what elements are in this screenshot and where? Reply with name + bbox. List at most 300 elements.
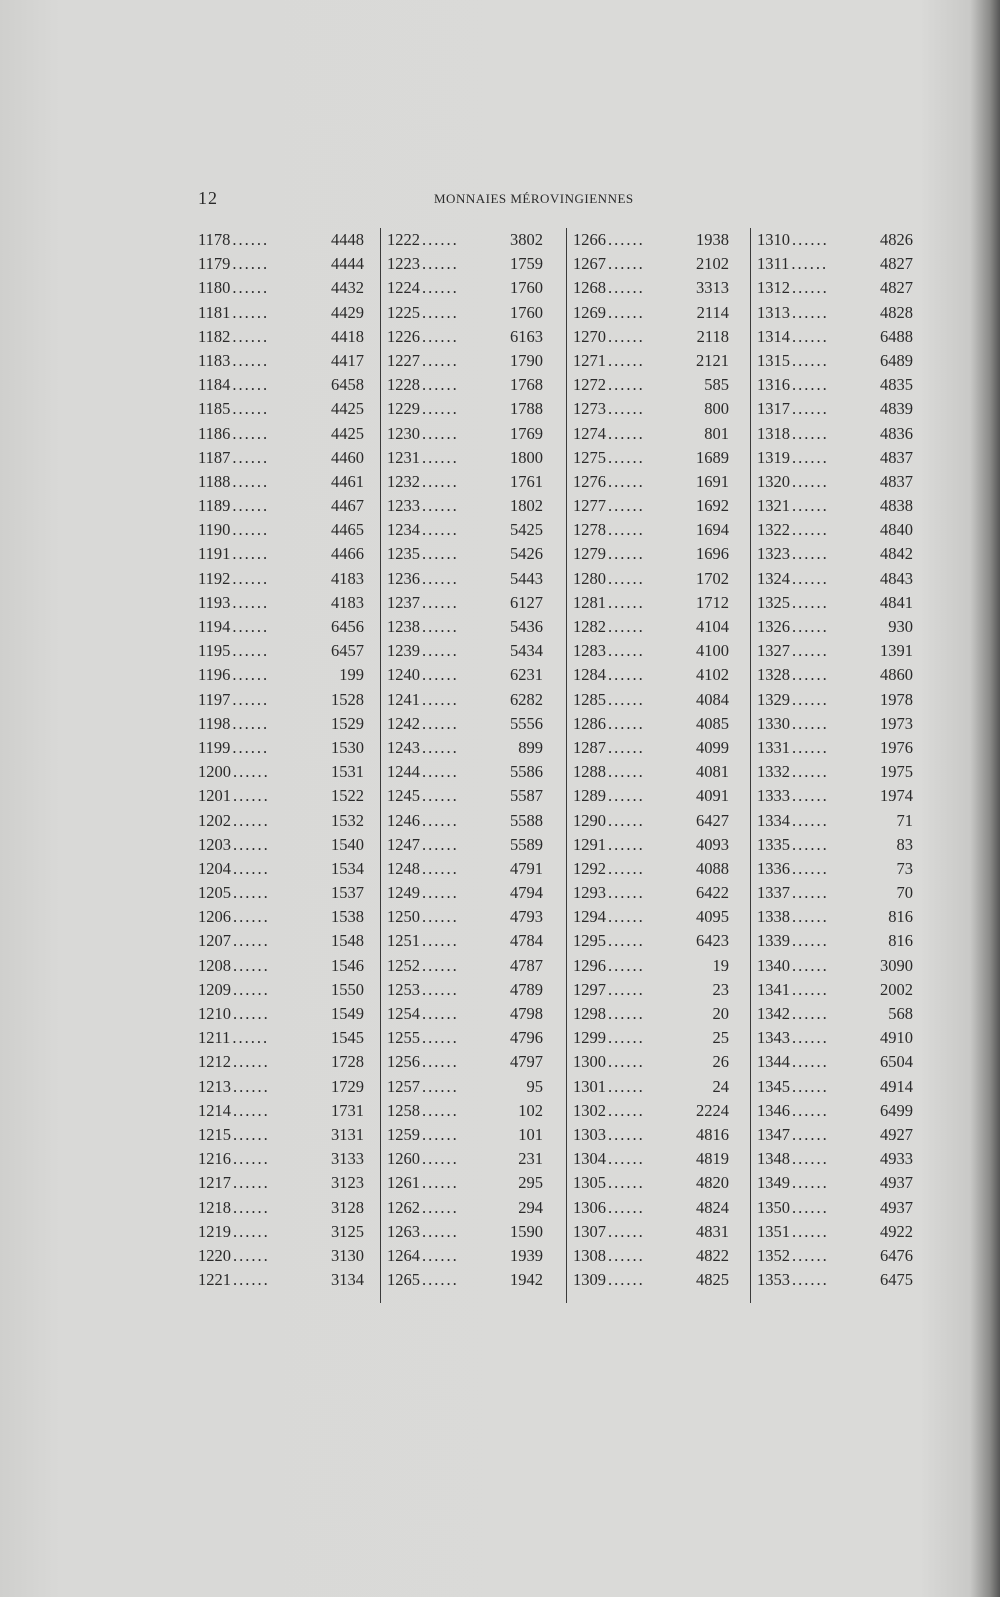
table-row — [567, 567, 743, 591]
table-row — [567, 881, 743, 905]
table-row — [198, 228, 378, 252]
table-row — [198, 760, 378, 784]
entry-number: 1259 ...... — [387, 1123, 459, 1147]
entry-number: 1221 ...... — [198, 1268, 270, 1292]
entry-reference: 1975 — [880, 762, 913, 782]
table-row — [381, 639, 557, 663]
table-row — [381, 1268, 557, 1292]
entry-reference: 70 — [896, 883, 913, 903]
table-row — [751, 591, 927, 615]
entry-number: 1301 ...... — [573, 1075, 645, 1099]
entry-number: 1281 ...... — [573, 591, 645, 615]
entry-number: 1344 ...... — [757, 1050, 829, 1074]
table-row — [567, 1075, 743, 1099]
page-number: 12 — [198, 188, 218, 208]
table-row — [198, 567, 378, 591]
entry-number: 1189 ...... — [198, 494, 269, 518]
entry-reference: 4824 — [696, 1197, 729, 1217]
entry-number: 1230 ...... — [387, 422, 459, 446]
entry-number: 1326 ...... — [757, 615, 829, 639]
entry-reference: 1729 — [331, 1076, 364, 1096]
entry-number: 1350 ...... — [757, 1196, 829, 1220]
entry-number: 1273 ...... — [573, 397, 645, 421]
entry-reference: 2224 — [696, 1100, 729, 1120]
entry-reference: 3313 — [696, 278, 729, 298]
table-row — [751, 252, 927, 276]
entry-reference: 4183 — [331, 568, 364, 588]
table-row — [198, 397, 378, 421]
entry-number: 1246 ...... — [387, 809, 459, 833]
entry-number: 1337 ...... — [757, 881, 829, 905]
table-row — [381, 591, 557, 615]
entry-reference: 4093 — [696, 834, 729, 854]
entry-reference: 801 — [704, 423, 729, 443]
entry-number: 1295 ...... — [573, 929, 645, 953]
entry-reference: 4827 — [880, 254, 913, 274]
table-row — [198, 1147, 378, 1171]
table-row — [567, 712, 743, 736]
entry-number: 1289 ...... — [573, 784, 645, 808]
entry-number: 1255 ...... — [387, 1026, 459, 1050]
table-row — [567, 494, 743, 518]
table-column-4 — [750, 228, 927, 1303]
entry-reference: 4432 — [331, 278, 364, 298]
entry-reference: 5556 — [510, 713, 543, 733]
entry-number: 1353 ...... — [757, 1268, 829, 1292]
entry-reference: 1760 — [510, 278, 543, 298]
entry-reference: 1528 — [331, 689, 364, 709]
entry-number: 1315 ...... — [757, 349, 829, 373]
table-row — [567, 591, 743, 615]
entry-reference: 5443 — [510, 568, 543, 588]
table-row — [381, 905, 557, 929]
entry-reference: 5434 — [510, 641, 543, 661]
entry-reference: 568 — [888, 1004, 913, 1023]
entry-number: 1207 ...... — [198, 929, 270, 953]
entry-reference: 6427 — [696, 810, 729, 830]
entry-reference: 1976 — [880, 737, 913, 757]
entry-number: 1329 ...... — [757, 688, 829, 712]
table-row — [751, 639, 927, 663]
table-row — [198, 1123, 378, 1147]
entry-number: 1345 ...... — [757, 1075, 829, 1099]
entry-reference: 1788 — [510, 399, 543, 419]
entry-number: 1233 ...... — [387, 494, 459, 518]
entry-reference: 6457 — [331, 641, 364, 661]
entry-reference: 20 — [712, 1004, 729, 1023]
table-row — [567, 954, 743, 978]
entry-reference: 2121 — [696, 350, 729, 370]
entry-number: 1262 ...... — [387, 1196, 459, 1220]
entry-number: 1269 ...... — [573, 301, 645, 325]
entry-reference: 5588 — [510, 810, 543, 830]
entry-reference: 1532 — [331, 810, 364, 830]
table-row — [198, 712, 378, 736]
table-row — [198, 833, 378, 857]
entry-reference: 1696 — [696, 544, 729, 564]
entry-number: 1282 ...... — [573, 615, 645, 639]
entry-reference: 4836 — [880, 423, 913, 443]
entry-number: 1224 ...... — [387, 276, 459, 300]
entry-reference: 1769 — [510, 423, 543, 443]
entry-number: 1179 ...... — [198, 252, 269, 276]
entry-reference: 5426 — [510, 544, 543, 564]
table-row — [381, 1123, 557, 1147]
entry-number: 1214 ...... — [198, 1099, 270, 1123]
table-row — [198, 954, 378, 978]
entry-reference: 1702 — [696, 568, 729, 588]
table-row — [751, 760, 927, 784]
table-row — [751, 615, 927, 639]
entry-reference: 199 — [339, 665, 364, 685]
table-row — [198, 1002, 378, 1026]
table-row — [381, 1075, 557, 1099]
table-row — [381, 712, 557, 736]
entry-number: 1227 ...... — [387, 349, 459, 373]
entry-number: 1351 ...... — [757, 1220, 829, 1244]
entry-number: 1331 ...... — [757, 736, 829, 760]
table-row — [751, 1171, 927, 1195]
entry-reference: 6456 — [331, 617, 364, 636]
entry-reference: 4467 — [331, 496, 364, 516]
table-row — [381, 688, 557, 712]
table-row — [751, 712, 927, 736]
table-row — [381, 760, 557, 784]
table-row — [198, 857, 378, 881]
entry-number: 1311 ...... — [757, 252, 828, 276]
entry-reference: 6489 — [880, 350, 913, 370]
entry-reference: 4791 — [510, 858, 543, 878]
running-title: MONNAIES MÉROVINGIENNES — [434, 191, 634, 206]
table-row — [567, 397, 743, 421]
table-row — [198, 1050, 378, 1074]
entry-reference: 231 — [518, 1149, 543, 1169]
entry-number: 1317 ...... — [757, 397, 829, 421]
table-row — [751, 857, 927, 881]
entry-number: 1339 ...... — [757, 929, 829, 953]
entry-reference: 4827 — [880, 278, 913, 298]
entry-reference: 4796 — [510, 1028, 543, 1048]
table-row — [198, 1099, 378, 1123]
table-row — [198, 639, 378, 663]
entry-reference: 4797 — [510, 1052, 543, 1072]
table-row — [567, 373, 743, 397]
entry-number: 1342 ...... — [757, 1002, 829, 1026]
table-row — [567, 228, 743, 252]
entry-reference: 1529 — [331, 713, 364, 733]
table-row — [567, 736, 743, 760]
entry-reference: 4466 — [331, 544, 364, 564]
table-row — [751, 688, 927, 712]
entry-reference: 3133 — [331, 1149, 364, 1169]
table-row — [198, 349, 378, 373]
table-row — [751, 373, 927, 397]
entry-reference: 5436 — [510, 617, 543, 636]
entry-number: 1338 ...... — [757, 905, 829, 929]
entry-reference: 1549 — [331, 1004, 364, 1023]
table-row — [198, 784, 378, 808]
table-row — [198, 252, 378, 276]
entry-reference: 5587 — [510, 786, 543, 806]
entry-reference: 4784 — [510, 931, 543, 951]
page-header — [198, 188, 758, 218]
table-row — [381, 301, 557, 325]
entry-number: 1297 ...... — [573, 978, 645, 1002]
entry-number: 1211 ...... — [198, 1026, 269, 1050]
table-column-2 — [380, 228, 557, 1303]
entry-number: 1319 ...... — [757, 446, 829, 470]
entry-reference: 102 — [518, 1100, 543, 1120]
table-row — [198, 663, 378, 687]
entry-reference: 23 — [712, 979, 729, 999]
entry-reference: 1761 — [510, 471, 543, 491]
table-row — [567, 1026, 743, 1050]
entry-number: 1293 ...... — [573, 881, 645, 905]
table-row — [381, 1244, 557, 1268]
table-row — [567, 1171, 743, 1195]
entry-number: 1270 ...... — [573, 325, 645, 349]
entry-reference: 4835 — [880, 375, 913, 395]
table-row — [567, 809, 743, 833]
entry-number: 1330 ...... — [757, 712, 829, 736]
entry-reference: 95 — [526, 1076, 543, 1096]
table-row — [567, 518, 743, 542]
table-row — [381, 567, 557, 591]
entry-reference: 3130 — [331, 1245, 364, 1265]
entry-reference: 1800 — [510, 447, 543, 467]
entry-reference: 4465 — [331, 520, 364, 540]
entry-reference: 73 — [896, 858, 913, 878]
entry-number: 1249 ...... — [387, 881, 459, 905]
entry-reference: 1973 — [880, 713, 913, 733]
table-row — [751, 1026, 927, 1050]
entry-reference: 1391 — [880, 641, 913, 661]
entry-reference: 1712 — [696, 592, 729, 612]
table-row — [751, 325, 927, 349]
entry-number: 1296 ...... — [573, 954, 645, 978]
entry-number: 1216 ...... — [198, 1147, 270, 1171]
entry-number: 1226 ...... — [387, 325, 459, 349]
entry-reference: 4081 — [696, 762, 729, 782]
entry-reference: 1689 — [696, 447, 729, 467]
entry-reference: 6504 — [880, 1052, 913, 1072]
entry-reference: 585 — [704, 375, 729, 395]
entry-number: 1232 ...... — [387, 470, 459, 494]
table-row — [198, 929, 378, 953]
table-row — [381, 518, 557, 542]
entry-reference: 4826 — [880, 230, 913, 249]
entry-number: 1217 ...... — [198, 1171, 270, 1195]
table-row — [751, 929, 927, 953]
entry-reference: 4798 — [510, 1004, 543, 1023]
entry-reference: 1731 — [331, 1100, 364, 1120]
entry-reference: 25 — [712, 1028, 729, 1048]
entry-reference: 4843 — [880, 568, 913, 588]
entry-reference: 4088 — [696, 858, 729, 878]
entry-number: 1325 ...... — [757, 591, 829, 615]
table-row — [751, 567, 927, 591]
table-row — [751, 349, 927, 373]
table-row — [567, 905, 743, 929]
entry-reference: 1759 — [510, 254, 543, 274]
table-row — [567, 422, 743, 446]
entry-reference: 4100 — [696, 641, 729, 661]
entry-reference: 4444 — [331, 254, 364, 274]
table-row — [198, 905, 378, 929]
table-row — [198, 1196, 378, 1220]
table-row — [751, 542, 927, 566]
entry-number: 1242 ...... — [387, 712, 459, 736]
table-row — [567, 1268, 743, 1292]
table-row — [381, 1099, 557, 1123]
entry-reference: 1768 — [510, 375, 543, 395]
entry-reference: 5425 — [510, 520, 543, 540]
entry-reference: 2114 — [696, 302, 729, 322]
entry-number: 1229 ...... — [387, 397, 459, 421]
entry-reference: 2002 — [880, 979, 913, 999]
entry-number: 1250 ...... — [387, 905, 459, 929]
table-row — [381, 1050, 557, 1074]
table-row — [567, 929, 743, 953]
entry-reference: 1540 — [331, 834, 364, 854]
entry-reference: 4099 — [696, 737, 729, 757]
table-row — [381, 494, 557, 518]
table-row — [567, 1244, 743, 1268]
table-row — [751, 736, 927, 760]
entry-reference: 2102 — [696, 254, 729, 274]
entry-number: 1277 ...... — [573, 494, 645, 518]
entry-number: 1284 ...... — [573, 663, 645, 687]
table-row — [751, 978, 927, 1002]
entry-reference: 4793 — [510, 907, 543, 927]
entry-number: 1199 ...... — [198, 736, 269, 760]
table-row — [567, 1196, 743, 1220]
entry-number: 1285 ...... — [573, 688, 645, 712]
table-row — [381, 1220, 557, 1244]
entry-number: 1309 ...... — [573, 1268, 645, 1292]
entry-number: 1235 ...... — [387, 542, 459, 566]
entry-reference: 83 — [896, 834, 913, 854]
entry-number: 1204 ...... — [198, 857, 270, 881]
entry-number: 1243 ...... — [387, 736, 459, 760]
entry-number: 1300 ...... — [573, 1050, 645, 1074]
entry-reference: 4842 — [880, 544, 913, 564]
entry-reference: 4837 — [880, 447, 913, 467]
entry-reference: 4104 — [696, 617, 729, 636]
entry-reference: 1537 — [331, 883, 364, 903]
entry-number: 1346 ...... — [757, 1099, 829, 1123]
table-row — [198, 1268, 378, 1292]
entry-reference: 1546 — [331, 955, 364, 975]
table-row — [751, 1196, 927, 1220]
entry-number: 1306 ...... — [573, 1196, 645, 1220]
table-row — [381, 422, 557, 446]
entry-number: 1343 ...... — [757, 1026, 829, 1050]
entry-number: 1251 ...... — [387, 929, 459, 953]
table-row — [381, 833, 557, 857]
entry-number: 1186 ...... — [198, 422, 269, 446]
entry-reference: 1728 — [331, 1052, 364, 1072]
entry-number: 1225 ...... — [387, 301, 459, 325]
table-row — [198, 446, 378, 470]
entry-reference: 4819 — [696, 1149, 729, 1169]
entry-reference: 4914 — [880, 1076, 913, 1096]
table-row — [198, 276, 378, 300]
entry-number: 1245 ...... — [387, 784, 459, 808]
entry-number: 1287 ...... — [573, 736, 645, 760]
entry-number: 1328 ...... — [757, 663, 829, 687]
entry-number: 1347 ...... — [757, 1123, 829, 1147]
entry-reference: 4860 — [880, 665, 913, 685]
entry-number: 1202 ...... — [198, 809, 270, 833]
entry-number: 1288 ...... — [573, 760, 645, 784]
entry-reference: 4838 — [880, 496, 913, 516]
table-row — [381, 446, 557, 470]
entry-reference: 4085 — [696, 713, 729, 733]
concordance-table — [198, 228, 926, 1308]
entry-number: 1290 ...... — [573, 809, 645, 833]
table-row — [567, 1220, 743, 1244]
table-row — [567, 833, 743, 857]
entry-number: 1286 ...... — [573, 712, 645, 736]
entry-reference: 4091 — [696, 786, 729, 806]
table-row — [381, 325, 557, 349]
table-row — [751, 1099, 927, 1123]
entry-reference: 800 — [704, 399, 729, 419]
entry-reference: 930 — [888, 617, 913, 636]
entry-number: 1303 ...... — [573, 1123, 645, 1147]
entry-number: 1206 ...... — [198, 905, 270, 929]
entry-number: 1234 ...... — [387, 518, 459, 542]
entry-number: 1241 ...... — [387, 688, 459, 712]
table-row — [751, 833, 927, 857]
entry-reference: 1978 — [880, 689, 913, 709]
table-row — [381, 276, 557, 300]
table-row — [381, 736, 557, 760]
entry-reference: 4816 — [696, 1124, 729, 1144]
entry-number: 1279 ...... — [573, 542, 645, 566]
entry-reference: 4417 — [331, 350, 364, 370]
table-row — [751, 518, 927, 542]
table-row — [567, 542, 743, 566]
entry-reference: 4460 — [331, 447, 364, 467]
entry-number: 1322 ...... — [757, 518, 829, 542]
entry-reference: 6422 — [696, 883, 729, 903]
table-row — [567, 1099, 743, 1123]
entry-reference: 4841 — [880, 592, 913, 612]
table-row — [751, 905, 927, 929]
entry-reference: 6282 — [510, 689, 543, 709]
entry-reference: 1942 — [510, 1270, 543, 1290]
entry-number: 1298 ...... — [573, 1002, 645, 1026]
entry-number: 1188 ...... — [198, 470, 269, 494]
entry-number: 1341 ...... — [757, 978, 829, 1002]
entry-reference: 4831 — [696, 1221, 729, 1241]
entry-reference: 1938 — [696, 230, 729, 249]
entry-number: 1318 ...... — [757, 422, 829, 446]
entry-number: 1181 ...... — [198, 301, 269, 325]
table-row — [198, 422, 378, 446]
entry-reference: 6488 — [880, 326, 913, 346]
entry-reference: 6476 — [880, 1245, 913, 1265]
entry-reference: 3802 — [510, 230, 543, 249]
table-row — [381, 663, 557, 687]
table-row — [381, 1147, 557, 1171]
entry-number: 1187 ...... — [198, 446, 269, 470]
entry-reference: 6231 — [510, 665, 543, 685]
table-row — [198, 736, 378, 760]
table-row — [198, 615, 378, 639]
